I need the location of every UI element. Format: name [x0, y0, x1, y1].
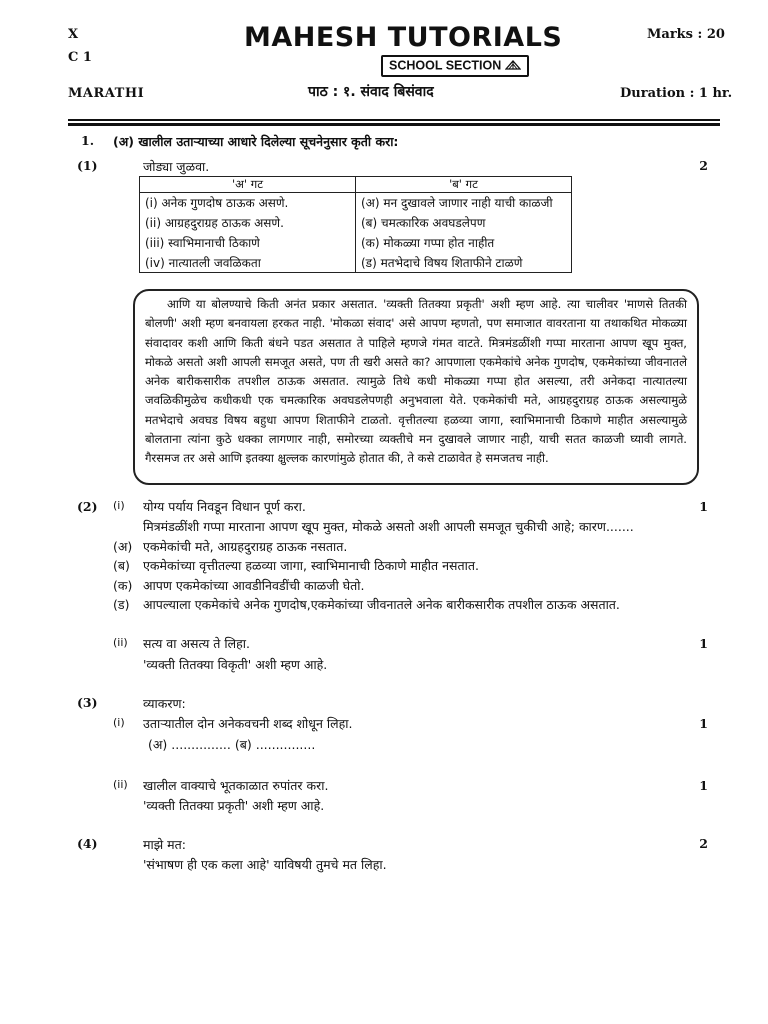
subq-title: माझे मत: [143, 837, 186, 852]
subq-title: उताऱ्यातील दोन अनेकवचनी शब्द शोधून लिहा. [143, 716, 353, 731]
subq-title: खालील वाक्याचे भूतकाळात रुपांतर करा. [143, 778, 329, 793]
q1-instruction: (अ) खालील उताऱ्याच्या आधारे दिलेल्या सूचनेनुसार कृती करा: [113, 134, 399, 149]
subq-title: व्याकरण: [143, 696, 186, 711]
subq-label: (2) [77, 499, 98, 514]
column-b-header: 'ब' गट [356, 177, 572, 193]
subq-label: (1) [77, 158, 98, 173]
subject-label: MARATHI [68, 86, 145, 101]
subq-title: सत्य वा असत्य ते लिहा. [143, 636, 250, 651]
answer-blank: (अ) ............... (ब) ............... [148, 737, 316, 752]
duration-label: Duration : 1 hr. [620, 86, 733, 101]
option-text: आपल्याला एकमेकांचे अनेक गुणदोष,एकमेकांच्या जीवनातले अनेक बारीकसारीक तपशील ठाऊक असतात. [143, 597, 620, 612]
option-label: (ब) [113, 558, 130, 573]
option-text: एकमेकांच्या वृत्तीतल्या हळव्या जागा, स्वाभिमानाची ठिकाणे माहीत नसतात. [143, 558, 479, 573]
subq-marks: 1 [699, 778, 708, 793]
subq-label: (3) [77, 695, 98, 710]
batch-label: C 1 [68, 50, 92, 65]
option-label: (क) [113, 578, 133, 593]
part-label: (ii) [113, 778, 128, 791]
part-label: (ii) [113, 636, 128, 649]
column-a-header: 'अ' गट [140, 177, 356, 193]
question-stem: 'व्यक्ती तितक्या प्रकृती' अशी म्हण आहे. [143, 798, 325, 813]
subq-title: जोड्या जुळवा. [143, 159, 210, 174]
option-label: (ड) [113, 597, 130, 612]
table-cell-a: (iv) नात्यातली जवळिकता [140, 253, 356, 273]
subq-marks: 1 [699, 716, 708, 731]
header-divider-bottom [68, 123, 720, 126]
question-number: 1. [81, 133, 95, 148]
table-cell-b: (ड) मतभेदाचे विषय शिताफीने टाळणे [356, 253, 572, 273]
subq-marks: 1 [699, 636, 708, 651]
option-text: आपण एकमेकांच्या आवडीनिवडींची काळजी घेतो. [143, 578, 365, 593]
school-section-badge [381, 55, 529, 77]
question-stem: मित्रमंडळींशी गप्पा मारताना आपण खूप मुक्त, मोकळे असतो अशी आपली समजूत चुकीची आहे; कारण....... [143, 519, 634, 534]
question-stem: 'संभाषण ही एक कला आहे' याविषयी तुमचे मत लिहा. [143, 857, 387, 872]
marks-label: Marks : 20 [647, 27, 725, 42]
table-cell-a: (i) अनेक गुणदोष ठाऊक असणे. [140, 193, 356, 213]
passage-box [133, 289, 699, 485]
option-label: (अ) [113, 539, 133, 554]
subq-marks: 2 [699, 836, 708, 851]
subq-label: (4) [77, 836, 98, 851]
subq-title: योग्य पर्याय निवडून विधान पूर्ण करा. [143, 499, 306, 514]
brand-logo-text: MAHESH TUTORIALS [244, 22, 563, 53]
option-text: एकमेकांची मते, आग्रहदुराग्रह ठाऊक नसतात. [143, 539, 348, 554]
header-divider-top [68, 119, 720, 121]
lesson-title: पाठ : १. संवाद बिसंवाद [308, 84, 434, 100]
table-cell-b: (क) मोकळ्या गप्पा होत नाहीत [356, 233, 572, 253]
subq-marks: 2 [699, 158, 708, 173]
subq-marks: 1 [699, 499, 708, 514]
question-stem: 'व्यक्ती तितक्या विकृती' अशी म्हण आहे. [143, 657, 328, 672]
table-cell-a: (ii) आग्रहदुराग्रह ठाऊक असणे. [140, 213, 356, 233]
school-section-label: SCHOOL SECTION [389, 58, 502, 73]
match-table [139, 176, 572, 273]
table-cell-a: (iii) स्वाभिमानाची ठिकाणे [140, 233, 356, 253]
table-cell-b: (अ) मन दुखावले जाणार नाही याची काळजी [356, 193, 572, 213]
part-label: (i) [113, 716, 125, 729]
book-icon [505, 58, 521, 74]
passage-text: आणि या बोलण्याचे किती अनंत प्रकार असतात. 'व्यक्ती तितक्या प्रकृती' अशी म्हण आहे. त्या चालीवर 'माणसे तितकी बोलणी' अशी म्हण बनवायला हरकत नाही. 'मोकळा संवाद' असे आपण म्हणतो, पण समाजात वावरताना या तथाकथित मोकळ्या संवादावर कशी आणि किती बंधने पडत असतात ते पाहिले म्हणजे गंमत वाटते. मित्रमंडळींशी गप्पा मारताना आपण खूप मुक्त, मोकळे असतो अशी आपली समजूत असते, पण ती खरी असते का? आपणाला एकमेकांचे अनेक गुणदोष, एकमेकांच्या जीवनातले अनेक बारीकसारीक तपशील ठाऊक असतात. त्यामुळे तिथे कधी मोकळ्या गप्पा होत असल्या, तरी अनेकदा नात्यातल्या जवळिकीमुळेच कधीकधी एक चमत्कारिक अवघडलेपणही अनुभवाला येते. एकमेकांची मते, आग्रहदुराग्रह ठाऊक असल्यामुळे मतभेदाचे अवघड विषय बहुधा आपण शिताफीने टाळतो. वृत्तीतल्या हळव्या जागा, स्वाभिमानाची ठिकाणे माहीत असल्यामुळे बोलताना त्यांना कुठे धक्का लागणार नाही, समोरच्या व्यक्तीचे मन दुखावले जाणार नाही, याची सतत काळजी घ्यावी लागते. गैरसमज तर असे आणि इतक्या क्षुल्लक कारणांमुळे होतात की, ते कसे टाळावेत हे समजतच नाही. [145, 297, 687, 466]
standard-label: X [68, 27, 79, 42]
table-cell-b: (ब) चमत्कारिक अवघडलेपण [356, 213, 572, 233]
part-label: (i) [113, 499, 125, 512]
